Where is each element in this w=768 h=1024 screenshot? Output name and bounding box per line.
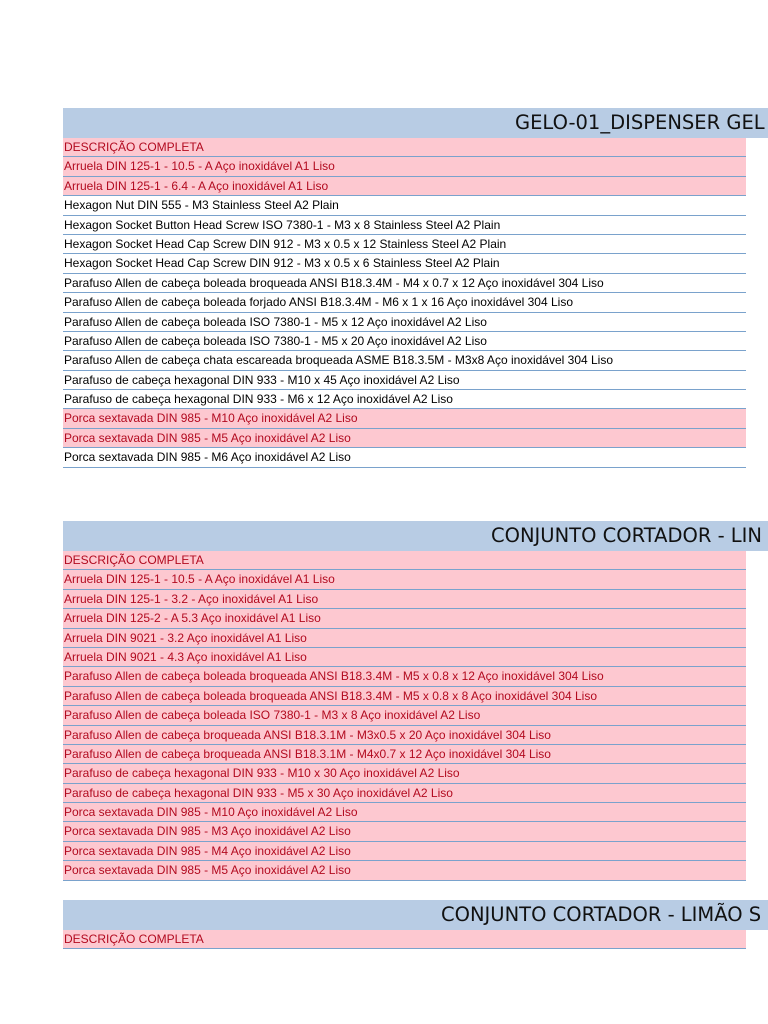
table-row: Parafuso Allen de cabeça broqueada ANSI B18.3.1M - M3x0.5 x 20 Aço inoxidável 304 Liso <box>63 726 746 745</box>
table-title: CONJUNTO CORTADOR - LIN <box>491 524 763 547</box>
table-row: Porca sextavada DIN 985 - M10 Aço inoxidável A2 Liso <box>63 409 746 428</box>
table-title-bar <box>63 521 768 551</box>
table-row: Parafuso de cabeça hexagonal DIN 933 - M10 x 30 Aço inoxidável A2 Liso <box>63 764 746 783</box>
column-header: DESCRIÇÃO COMPLETA <box>63 930 746 949</box>
table-row: Arruela DIN 9021 - 3.2 Aço inoxidável A1 Liso <box>63 629 746 648</box>
table-row: Porca sextavada DIN 985 - M5 Aço inoxidável A2 Liso <box>63 861 746 880</box>
table-row: Arruela DIN 125-1 - 10.5 - A Aço inoxidável A1 Liso <box>63 570 746 589</box>
table-row: Hexagon Socket Head Cap Screw DIN 912 - M3 x 0.5 x 12 Stainless Steel A2 Plain <box>63 235 746 254</box>
table-row: Arruela DIN 125-1 - 10.5 - A Aço inoxidável A1 Liso <box>63 157 746 176</box>
table-row: Parafuso de cabeça hexagonal DIN 933 - M5 x 30 Aço inoxidável A2 Liso <box>63 784 746 803</box>
table-row: Parafuso Allen de cabeça boleada ISO 7380-1 - M3 x 8 Aço inoxidável A2 Liso <box>63 706 746 725</box>
table-row: Parafuso Allen de cabeça boleada broqueada ANSI B18.3.4M - M5 x 0.8 x 12 Aço inoxidável 304 Liso <box>63 667 746 686</box>
table-row: Porca sextavada DIN 985 - M10 Aço inoxidável A2 Liso <box>63 803 746 822</box>
table-row: Arruela DIN 125-2 - A 5.3 Aço inoxidável A1 Liso <box>63 609 746 628</box>
column-header: DESCRIÇÃO COMPLETA <box>63 551 746 570</box>
column-header: DESCRIÇÃO COMPLETA <box>63 138 746 157</box>
table-row: Arruela DIN 125-1 - 3.2 - Aço inoxidável A1 Liso <box>63 590 746 609</box>
table-row: Parafuso Allen de cabeça chata escareada broqueada ASME B18.3.5M - M3x8 Aço inoxidável 304 Liso <box>63 351 746 370</box>
table-row: Parafuso Allen de cabeça boleada ISO 7380-1 - M5 x 12 Aço inoxidável A2 Liso <box>63 313 746 332</box>
table-row: Hexagon Socket Head Cap Screw DIN 912 - M3 x 0.5 x 6 Stainless Steel A2 Plain <box>63 254 746 273</box>
table-row: Parafuso Allen de cabeça boleada ISO 7380-1 - M5 x 20 Aço inoxidável A2 Liso <box>63 332 746 351</box>
table-row: Parafuso Allen de cabeça boleada forjado ANSI B18.3.4M - M6 x 1 x 16 Aço inoxidável 304 Liso <box>63 293 746 312</box>
table-row: Porca sextavada DIN 985 - M6 Aço inoxidável A2 Liso <box>63 448 746 467</box>
table-row: Hexagon Nut DIN 555 - M3 Stainless Steel A2 Plain <box>63 196 746 215</box>
table-title-bar <box>63 108 768 138</box>
table-title: GELO-01_DISPENSER GEL <box>515 111 765 134</box>
table-title: CONJUNTO CORTADOR - LIMÃO S <box>441 903 762 926</box>
table-title-bar <box>63 900 768 930</box>
table-row: Porca sextavada DIN 985 - M3 Aço inoxidável A2 Liso <box>63 822 746 841</box>
table-row: Arruela DIN 9021 - 4.3 Aço inoxidável A1 Liso <box>63 648 746 667</box>
table-row: Parafuso Allen de cabeça boleada broqueada ANSI B18.3.4M - M4 x 0.7 x 12 Aço inoxidável 304 Liso <box>63 274 746 293</box>
bom-table-gelo-dispenser <box>63 108 768 468</box>
bom-table-conjunto-cortador-limao <box>63 900 768 949</box>
bom-table-conjunto-cortador-lin <box>63 521 768 881</box>
table-row: Parafuso de cabeça hexagonal DIN 933 - M10 x 45 Aço inoxidável A2 Liso <box>63 371 746 390</box>
table-rows <box>63 138 746 468</box>
table-row: Arruela DIN 125-1 - 6.4 - A Aço inoxidável A1 Liso <box>63 177 746 196</box>
table-rows <box>63 930 746 949</box>
table-rows <box>63 551 746 881</box>
table-row: Porca sextavada DIN 985 - M4 Aço inoxidável A2 Liso <box>63 842 746 861</box>
table-row: Parafuso Allen de cabeça boleada broqueada ANSI B18.3.4M - M5 x 0.8 x 8 Aço inoxidável 304 Liso <box>63 687 746 706</box>
table-row: Parafuso de cabeça hexagonal DIN 933 - M6 x 12 Aço inoxidável A2 Liso <box>63 390 746 409</box>
table-row: Hexagon Socket Button Head Screw ISO 7380-1 - M3 x 8 Stainless Steel A2 Plain <box>63 216 746 235</box>
table-row: Parafuso Allen de cabeça broqueada ANSI B18.3.1M - M4x0.7 x 12 Aço inoxidável 304 Liso <box>63 745 746 764</box>
table-row: Porca sextavada DIN 985 - M5 Aço inoxidável A2 Liso <box>63 429 746 448</box>
